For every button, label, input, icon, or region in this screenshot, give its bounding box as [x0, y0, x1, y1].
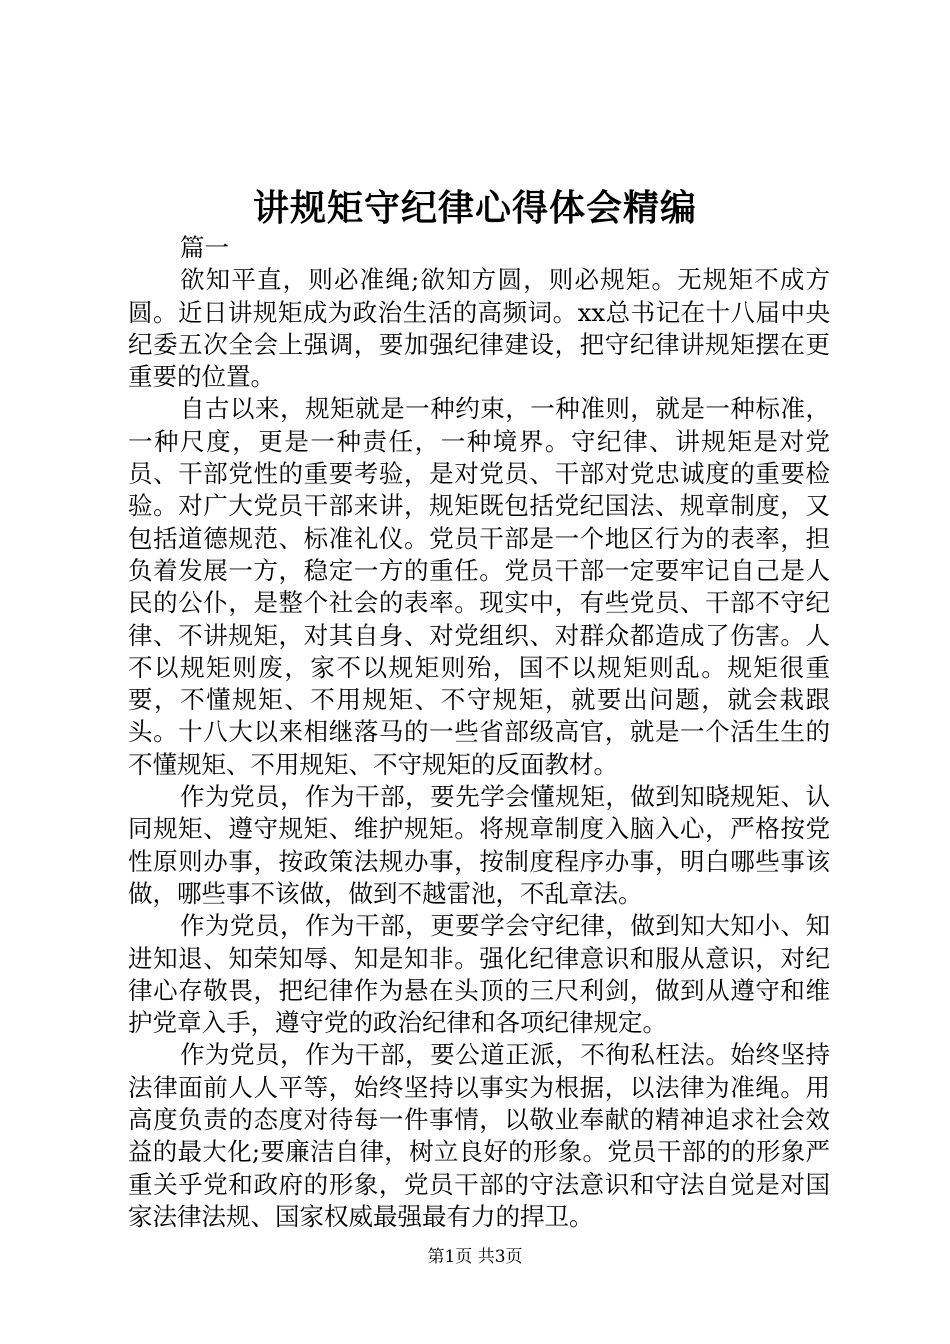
document-body	[128, 232, 830, 1233]
page-indicator: 第1页 共3页	[427, 1247, 523, 1267]
paragraph-2: 自古以来，规矩就是一种约束，一种准则，就是一种标准，一种尺度，更是一种责任，一种境界。守纪律、讲规矩是对党员、干部党性的重要考验，是对党员、干部对党忠诚度的重要检验。对广大党员干部来讲，规矩既包括党纪国法、规章制度，又包括道德规范、标准礼仪。党员干部是一个地区行为的表率，担负着发展一方，稳定一方的重任。党员干部一定要牢记自己是人民的公仆，是整个社会的表率。现实中，有些党员、干部不守纪律、不讲规矩，对其自身、对党组织、对群众都造成了伤害。人不以规矩则废，家不以规矩则殆，国不以规矩则乱。规矩很重要，不懂规矩、不用规矩、不守规矩，就要出问题，就会栽跟头。十八大以来相继落马的一些省部级高官，就是一个活生生的不懂规矩、不用规矩、不守规矩的反面教材。	[128, 394, 830, 779]
paragraph-3: 作为党员，作为干部，要先学会懂规矩，做到知晓规矩、认同规矩、遵守规矩、维护规矩。将规章制度入脑入心，严格按党性原则办事，按政策法规办事，按制度程序办事，明白哪些事该做，哪些事不该做，做到不越雷池，不乱章法。	[128, 782, 830, 908]
paragraph-5: 作为党员，作为干部，要公道正派，不徇私枉法。始终坚持法律面前人人平等，始终坚持以事实为根据，以法律为准绳。用高度负责的态度对待每一件事情，以敬业奉献的精神追求社会效益的最大化;要廉洁自律，树立良好的形象。党员干部的的形象严重关乎党和政府的形象，党员干部的守法意识和守法自觉是对国家法律法规、国家权威最强最有力的捍卫。	[128, 1040, 830, 1231]
document-title: 讲规矩守纪律心得体会精编	[252, 187, 697, 229]
section-label: 篇一	[180, 233, 229, 262]
paragraph-4: 作为党员，作为干部，更要学会守纪律，做到知大知小、知进知退、知荣知辱、知是知非。强化纪律意识和服从意识，对纪律心存敬畏，把纪律作为悬在头顶的三尺利剑，做到从遵守和维护党章入手，遵守党的政治纪律和各项纪律规定。	[128, 911, 830, 1038]
paragraph-1: 欲知平直，则必准绳;欲知方圆，则必规矩。无规矩不成方圆。近日讲规矩成为政治生活的高频词。xx总书记在十八届中央纪委五次全会上强调，要加强纪律建设，把守纪律讲规矩摆在更重要的位置。	[128, 265, 830, 392]
page-footer	[0, 1246, 950, 1268]
